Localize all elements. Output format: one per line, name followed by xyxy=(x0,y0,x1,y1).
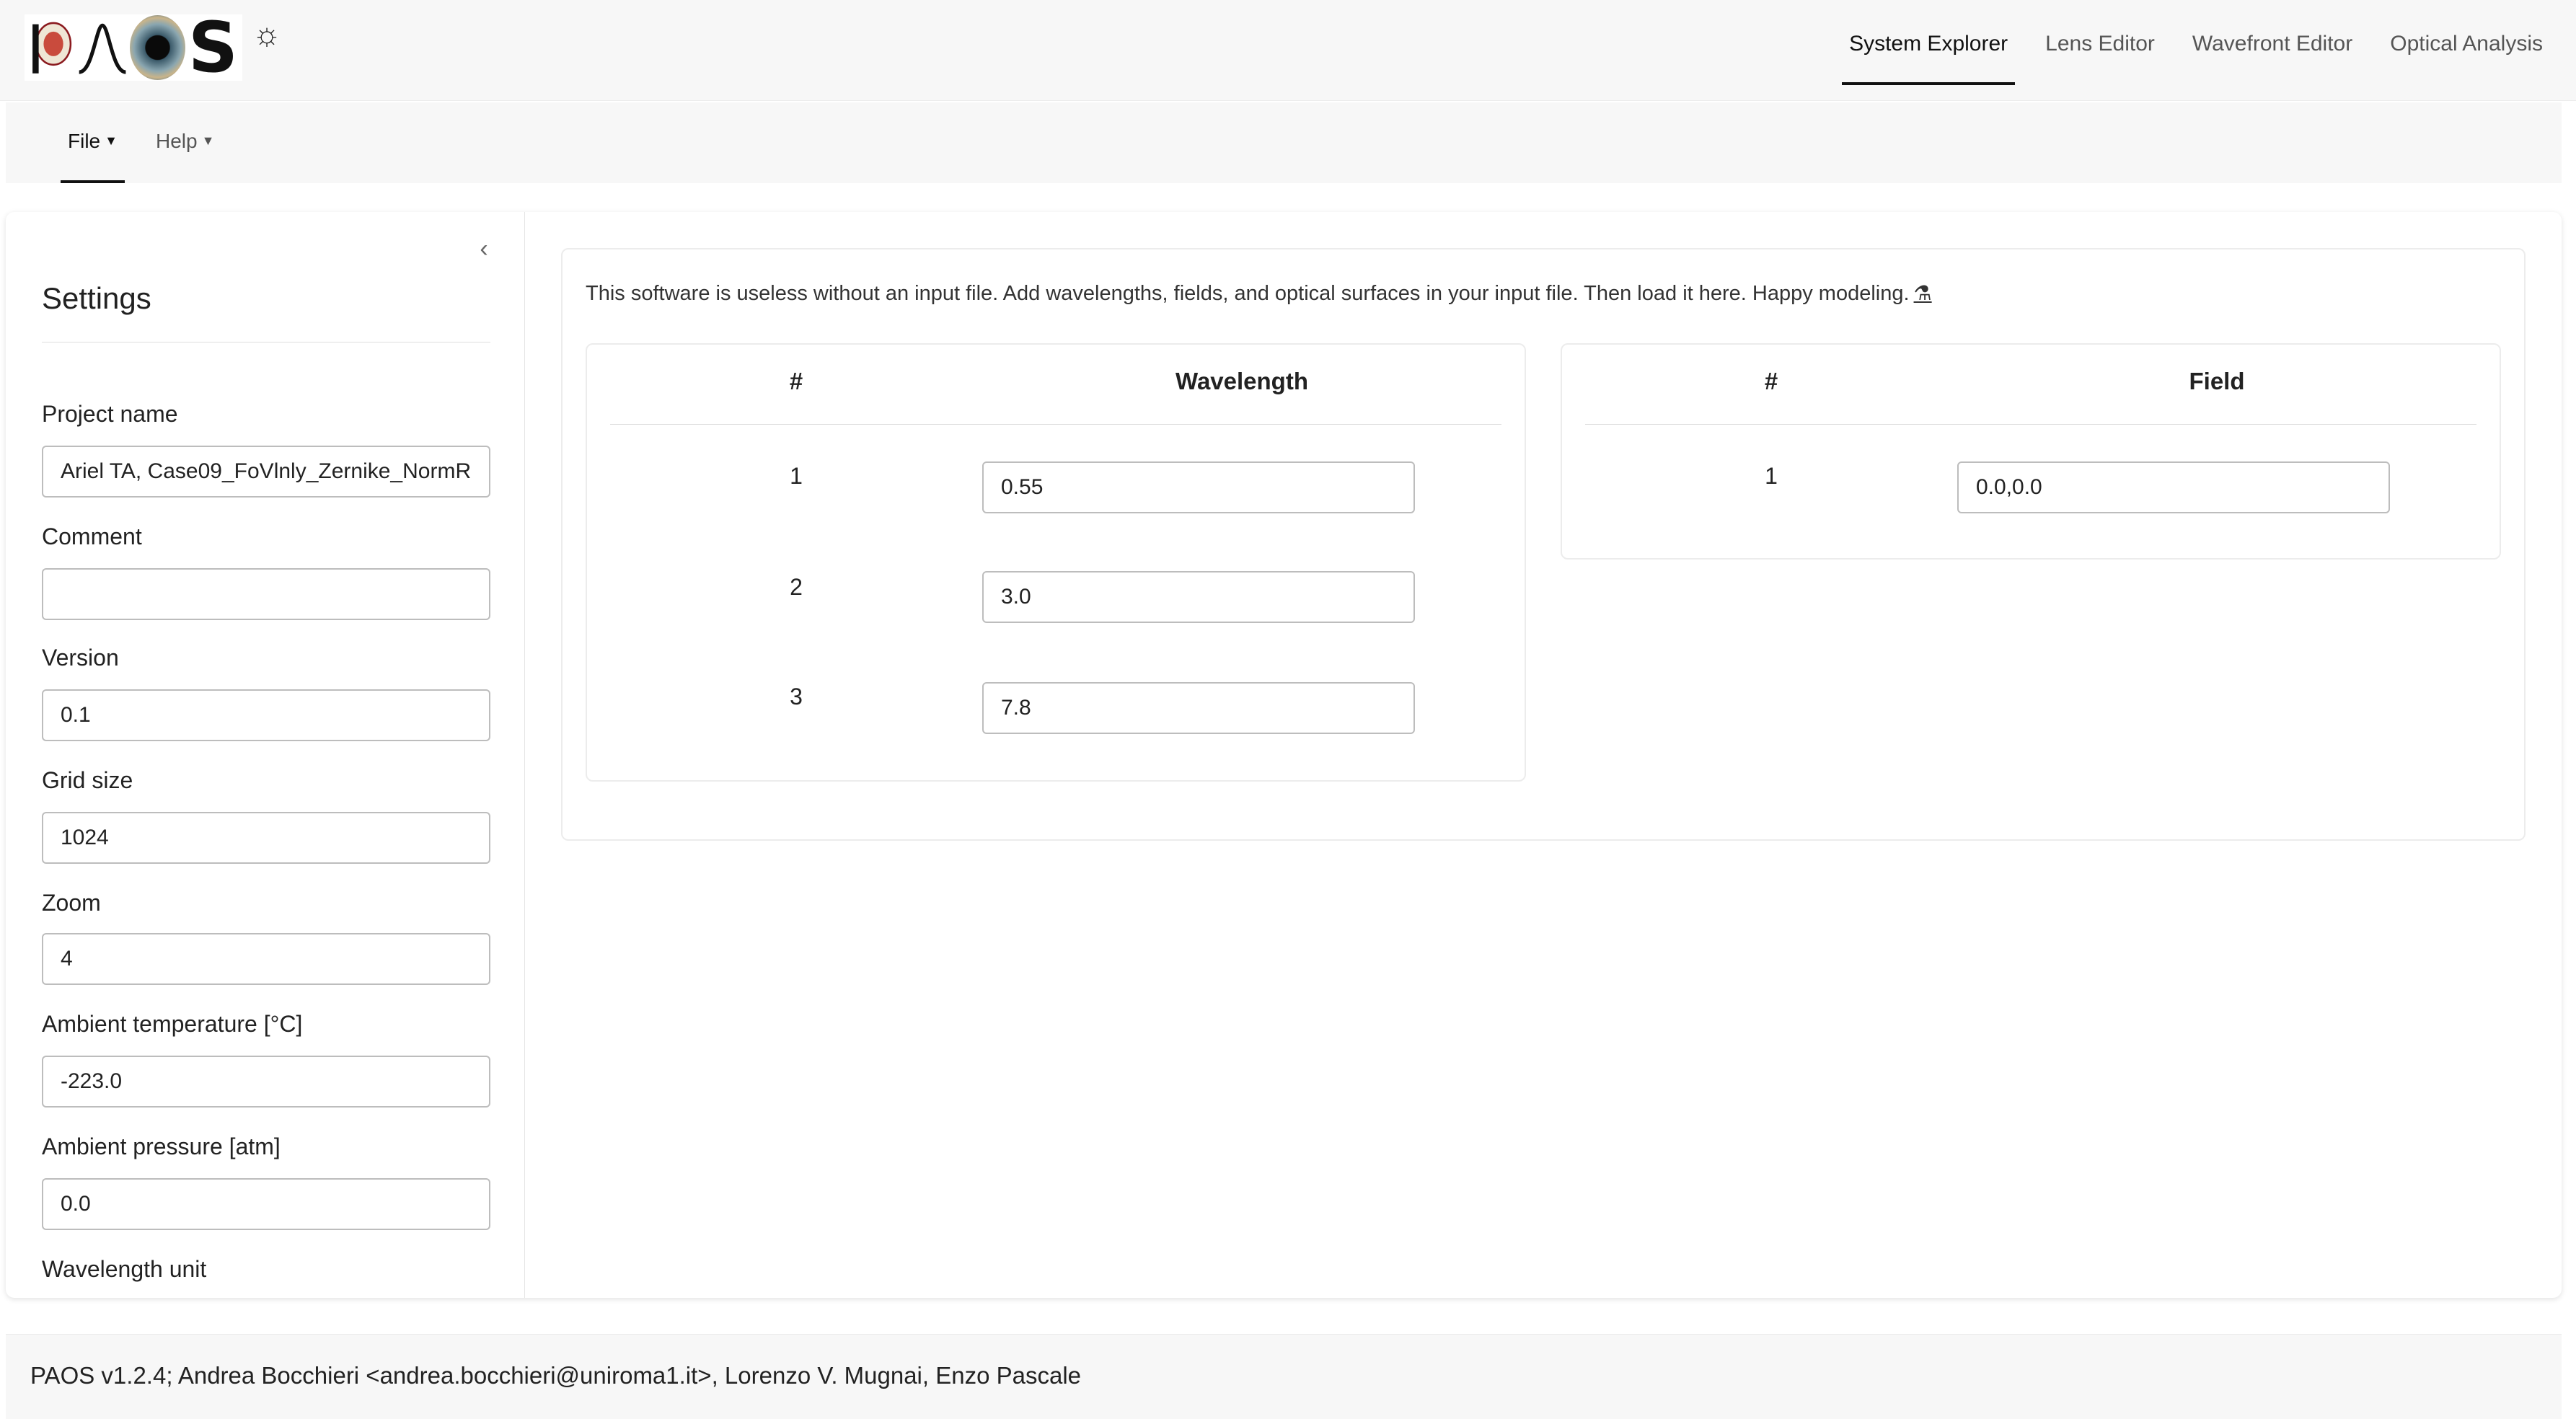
ambient-temperature-input[interactable] xyxy=(42,1056,490,1108)
settings-sidebar xyxy=(6,212,525,1298)
wavelength-row-1-num: 1 xyxy=(790,463,803,489)
wavelength-unit-label: Wavelength unit xyxy=(42,1256,207,1282)
field-row-1-input[interactable] xyxy=(1957,461,2390,513)
wavelength-row-2-num: 2 xyxy=(790,574,803,600)
wavelength-row-3-input[interactable] xyxy=(982,682,1415,734)
footer-credits: PAOS v1.2.4; Andrea Bocchieri <andrea.bocchieri@uniroma1.it>, Lorenzo V. Mugnai, Enzo Pascale xyxy=(30,1362,1082,1389)
sidebar-title: Settings xyxy=(42,281,151,315)
flask-icon: ⚗ xyxy=(1913,282,1932,304)
logo-eye-icon xyxy=(130,15,185,80)
chevron-left-icon[interactable]: ‹ xyxy=(480,234,488,262)
wavelength-index-header: # xyxy=(789,368,803,394)
sun-icon[interactable]: ☼ xyxy=(252,17,282,52)
tab-lens-editor[interactable]: Lens Editor xyxy=(2045,32,2155,56)
version-input[interactable] xyxy=(42,689,490,741)
tab-optical-analysis[interactable]: Optical Analysis xyxy=(2390,32,2543,56)
comment-label: Comment xyxy=(42,523,142,549)
help-menu[interactable] xyxy=(156,102,214,183)
main-card xyxy=(6,212,2562,1298)
comment-input[interactable] xyxy=(42,568,490,620)
ambient-temperature-label: Ambient temperature [°C] xyxy=(42,1011,303,1037)
system-explorer-panel xyxy=(561,248,2526,841)
intro-message xyxy=(586,281,1932,306)
grid-size-label: Grid size xyxy=(42,767,133,793)
field-index-header: # xyxy=(1764,368,1778,394)
wavelengths-table xyxy=(586,343,1526,782)
wavelength-row-3-num: 3 xyxy=(790,684,803,710)
table-header-divider xyxy=(1585,424,2476,425)
file-menu[interactable] xyxy=(68,102,118,183)
wavelength-header: Wavelength xyxy=(1175,368,1308,394)
tab-wavefront-editor[interactable]: Wavefront Editor xyxy=(2192,32,2353,56)
file-menu-label: File xyxy=(68,130,101,152)
grid-size-input[interactable] xyxy=(42,812,490,864)
wavelength-row-1-input[interactable] xyxy=(982,461,1415,513)
project-name-label: Project name xyxy=(42,401,178,427)
menu-bar xyxy=(6,102,2562,183)
top-header xyxy=(0,0,2576,101)
ambient-pressure-label: Ambient pressure [atm] xyxy=(42,1133,281,1159)
fields-table xyxy=(1561,343,2501,560)
field-row-1-num: 1 xyxy=(1765,463,1778,489)
zoom-label: Zoom xyxy=(42,890,101,916)
chevron-down-icon: ▼ xyxy=(201,133,215,148)
paos-logo xyxy=(25,7,242,88)
wavelength-row-2-input[interactable] xyxy=(982,571,1415,623)
logo-wave-icon xyxy=(78,14,127,81)
version-label: Version xyxy=(42,645,119,671)
chevron-down-icon: ▼ xyxy=(105,133,118,148)
table-header-divider xyxy=(610,424,1501,425)
field-header: Field xyxy=(2189,368,2245,394)
ambient-pressure-input[interactable] xyxy=(42,1178,490,1230)
tab-system-explorer[interactable]: System Explorer xyxy=(1830,0,2026,87)
main-nav xyxy=(1830,0,2562,101)
project-name-input[interactable] xyxy=(42,446,490,498)
logo-seal-icon xyxy=(29,14,78,81)
footer xyxy=(6,1334,2562,1419)
logo-letter-s: S xyxy=(188,7,238,88)
intro-text: This software is useless without an input file. Add wavelengths, fields, and optical surfaces in your input file. Then load it here. Happy modeling. xyxy=(586,282,1910,305)
zoom-input[interactable] xyxy=(42,933,490,985)
help-menu-label: Help xyxy=(156,130,198,152)
